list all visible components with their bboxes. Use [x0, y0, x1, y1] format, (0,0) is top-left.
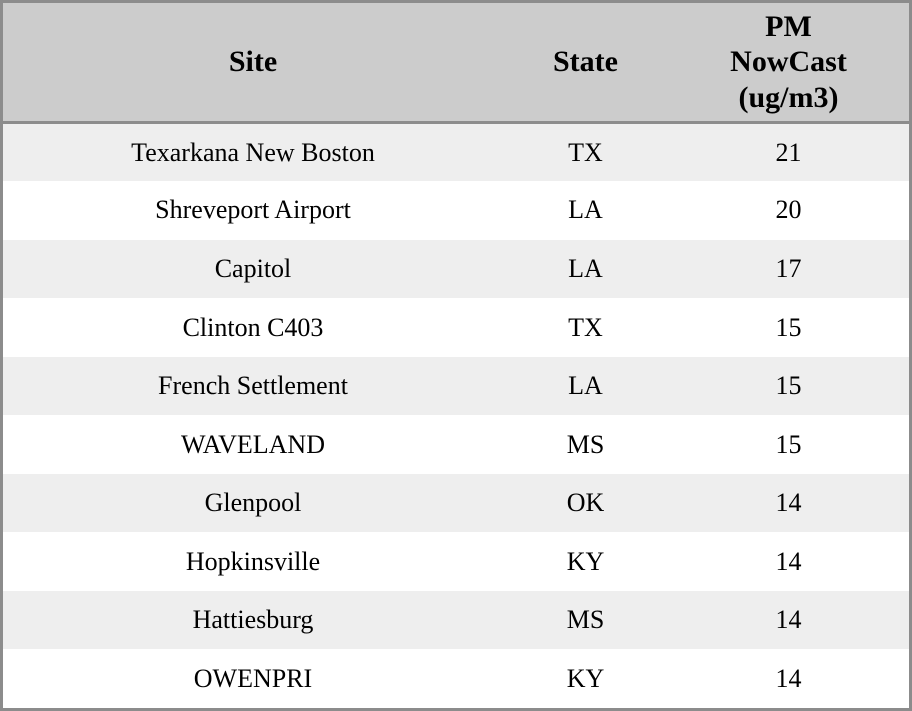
- column-header-pm-line1: PM: [765, 10, 812, 43]
- cell-site: OWENPRI: [193, 663, 313, 693]
- cell-site: Texarkana New Boston: [131, 137, 375, 167]
- cell-site: Glenpool: [204, 488, 302, 518]
- table-row: [3, 474, 909, 533]
- column-header-pm-nowcast: [668, 3, 909, 123]
- table-row: [3, 240, 909, 299]
- column-header-state: [503, 3, 668, 123]
- cell-site: WAVELAND: [181, 429, 325, 459]
- cell-pm: 17: [775, 254, 802, 283]
- cell-state: MS: [566, 605, 605, 635]
- table-header: [3, 3, 909, 123]
- cell-site: Capitol: [214, 254, 292, 283]
- column-header-site-label: Site: [228, 45, 278, 79]
- cell-site: French Settlement: [158, 371, 348, 401]
- table-row: [3, 181, 909, 240]
- cell-site: Hopkinsville: [185, 546, 321, 576]
- cell-site: Hattiesburg: [192, 605, 314, 635]
- column-header-state-label: State: [553, 45, 618, 79]
- table-row: [3, 415, 909, 474]
- air-quality-table: [3, 3, 909, 708]
- cell-state: KY: [566, 663, 605, 693]
- cell-pm: 15: [775, 312, 802, 342]
- cell-state: MS: [566, 429, 605, 459]
- cell-pm: 14: [775, 488, 802, 518]
- cell-state: TX: [568, 137, 603, 167]
- cell-state: LA: [568, 371, 603, 401]
- cell-pm: 15: [775, 371, 802, 401]
- table-header-row: [3, 3, 909, 123]
- cell-state: LA: [568, 195, 603, 225]
- cell-site: Clinton C403: [182, 312, 324, 342]
- cell-site: Shreveport Airport: [155, 195, 351, 225]
- column-header-pm-line2: NowCast: [730, 45, 847, 79]
- cell-pm: 21: [775, 137, 802, 167]
- table-row: [3, 532, 909, 591]
- cell-pm: 14: [775, 605, 802, 635]
- cell-state: KY: [566, 546, 605, 576]
- cell-pm: 14: [775, 663, 802, 693]
- column-header-pm-line3: (ug/m3): [738, 80, 839, 114]
- cell-pm: 20: [775, 195, 802, 225]
- table-row: [3, 649, 909, 708]
- cell-pm: 14: [775, 546, 802, 576]
- cell-pm: 15: [775, 429, 802, 459]
- table-row: [3, 123, 909, 182]
- table-row: [3, 357, 909, 416]
- table-body: [3, 123, 909, 708]
- cell-state: OK: [566, 488, 605, 518]
- cell-state: LA: [568, 254, 603, 283]
- table-row: [3, 591, 909, 650]
- table-row: [3, 298, 909, 357]
- cell-state: TX: [568, 312, 603, 342]
- column-header-site: [3, 3, 503, 123]
